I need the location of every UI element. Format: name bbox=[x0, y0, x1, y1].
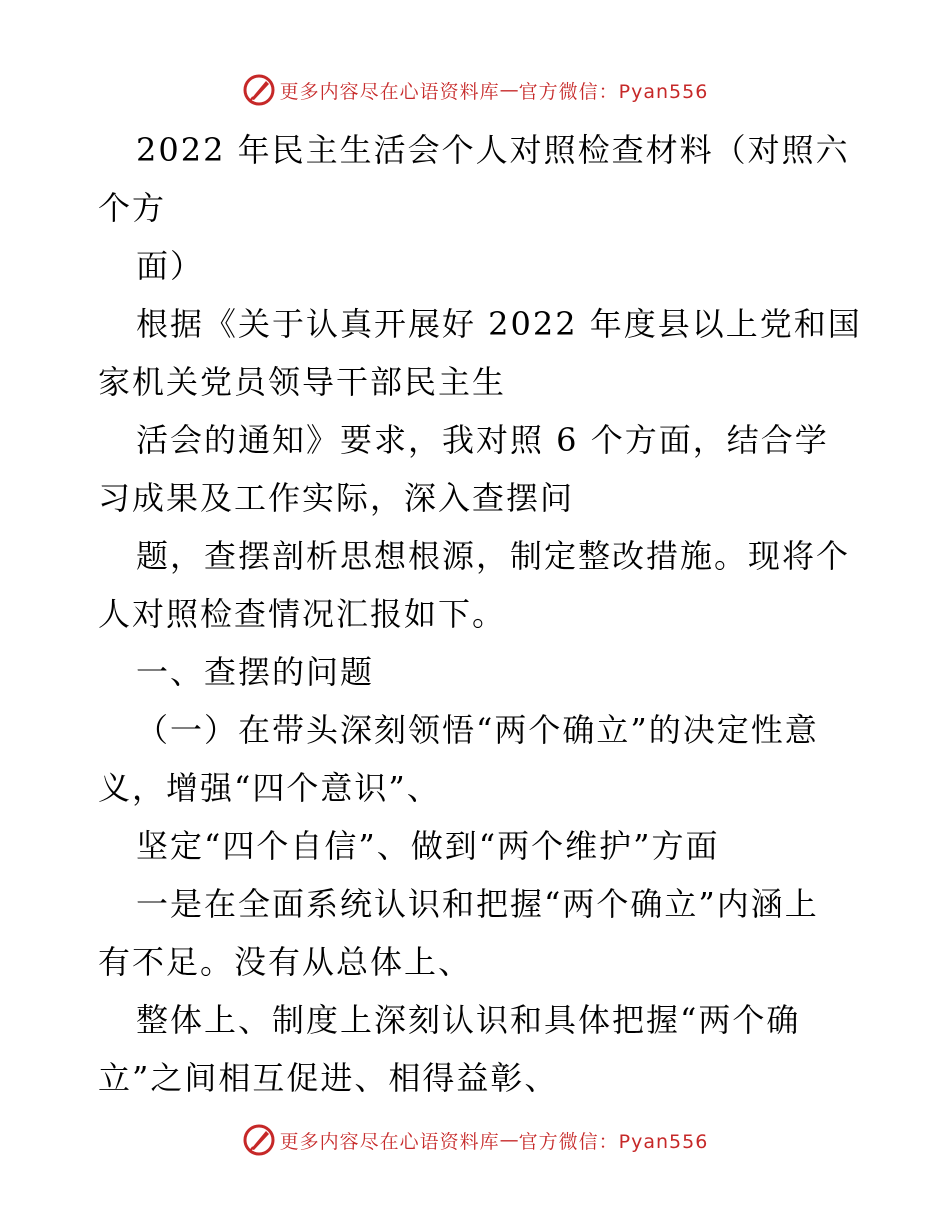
document-body bbox=[98, 121, 868, 1107]
banner-text: 更多内容尽在心语资料库 bbox=[279, 1130, 500, 1153]
paragraph-line: 有不足。没有从总体上、 bbox=[98, 943, 473, 981]
subsection-heading: （一）在带头深刻领悟“两个确立”的决定性意 bbox=[136, 711, 819, 749]
banner-wechat: 官方微信：Pyan556 bbox=[518, 80, 709, 103]
header-banner bbox=[0, 70, 950, 110]
paragraph-line: 整体上、制度上深刻认识和具体把握“两个确 bbox=[136, 1001, 801, 1039]
section-heading: 一、查摆的问题 bbox=[136, 653, 375, 691]
paragraph-line: 一是在全面系统认识和把握“两个确立”内涵上 bbox=[136, 885, 819, 923]
paragraph-line: 立”之间相互促进、相得益彰、 bbox=[98, 1059, 559, 1097]
paragraph-line: 题，查摆剖析思想根源，制定整改措施。现将个 bbox=[136, 537, 851, 575]
doc-title-line: 个方 bbox=[98, 189, 167, 227]
paragraph-line: 坚定“四个自信”、做到“两个维护”方面 bbox=[136, 827, 720, 865]
paragraph-line: 家机关党员领导干部民主生 bbox=[98, 363, 507, 401]
quill-logo-icon bbox=[242, 1123, 276, 1157]
banner-text: 更多内容尽在心语资料库 bbox=[279, 80, 500, 103]
banner-separator: — bbox=[499, 79, 519, 101]
doc-title-line: 2022 年民主生活会个人对照检查材料（对照六 bbox=[136, 131, 850, 169]
paragraph-line: 义，增强“四个意识”、 bbox=[98, 769, 441, 807]
quill-logo-icon bbox=[242, 73, 276, 107]
banner-separator: — bbox=[499, 1129, 519, 1151]
doc-title-line: 面） bbox=[136, 247, 205, 285]
paragraph-line: 人对照检查情况汇报如下。 bbox=[98, 595, 507, 633]
paragraph-line: 根据《关于认真开展好 2022 年度县以上党和国 bbox=[136, 305, 862, 343]
banner-wechat: 官方微信：Pyan556 bbox=[518, 1130, 709, 1153]
paragraph-line: 活会的通知》要求，我对照 6 个方面，结合学 bbox=[136, 421, 829, 459]
footer-banner bbox=[0, 1120, 950, 1160]
paragraph-line: 习成果及工作实际，深入查摆问 bbox=[98, 479, 575, 517]
